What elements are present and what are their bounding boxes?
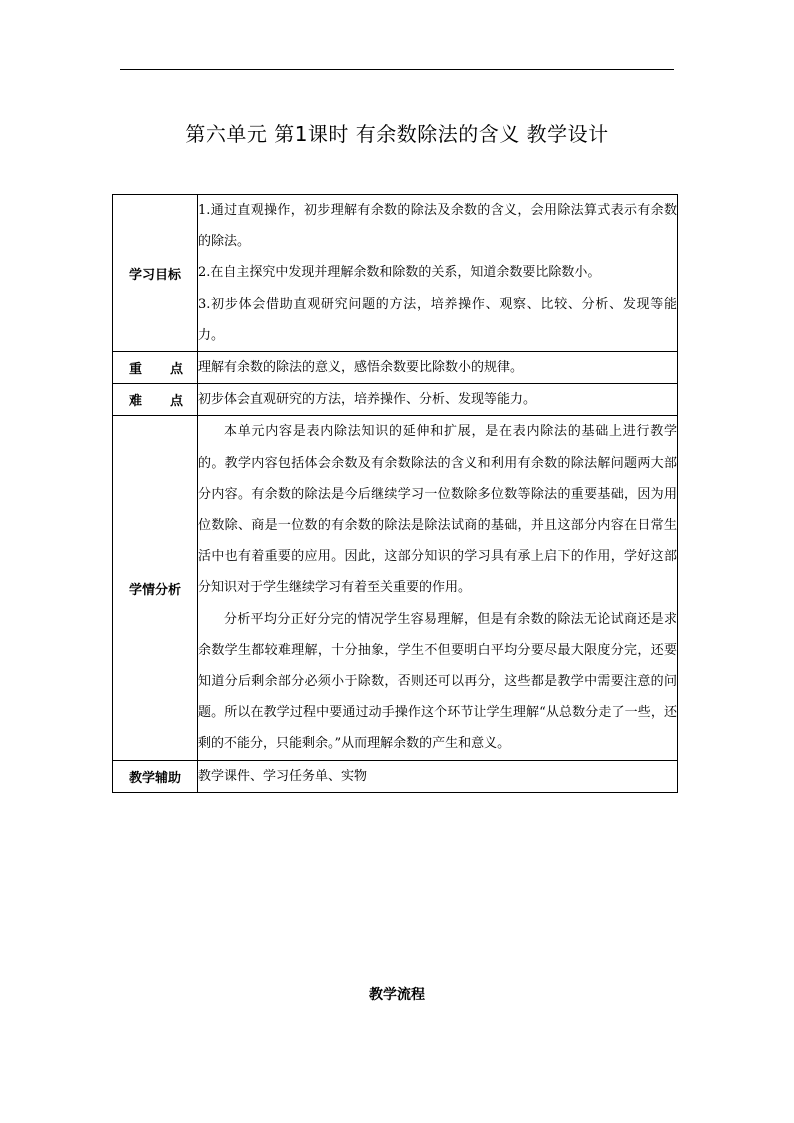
label-objectives: 学习目标 (113, 195, 198, 352)
header-rule (120, 69, 674, 70)
content-key-point: 理解有余数的除法的意义，感悟余数要比除数小的规律。 (198, 352, 678, 384)
objective-item: 3.初步体会借助直观研究问题的方法，培养操作、观察、比较、分析、发现等能力。 (198, 296, 677, 343)
analysis-paragraph: 分析平均分正好分完的情况学生容易理解，但是有余数的除法无论试商还是求余数学生都较难理解，十分抽象，学生不但要明白平均分要尽最大限度分完，还要知道分后剩余部分必须小于除数，否则还可以再分，这些都是教学中需要注意的问题。所以在教学过程中要通过动手操作这个环节让学生理解“从总数分走了一些，还剩的不能分，只能剩余。”从而理解余数的产生和意义。 (198, 611, 677, 752)
document-title: 第六单元 第1课时 有余数除法的含义 教学设计 (185, 122, 609, 146)
label-analysis: 学情分析 (113, 416, 198, 760)
label-key-point-char: 重 (129, 362, 143, 378)
label-key-point (113, 352, 198, 384)
objective-item: 1.通过直观操作，初步理解有余数的除法及余数的含义，会用除法算式表示有余数的除法。 (198, 203, 677, 250)
content-analysis (198, 416, 678, 760)
label-difficulty-char: 难 (129, 394, 143, 410)
row-key-point (113, 352, 678, 384)
row-objectives (113, 195, 678, 352)
analysis-paragraph: 本单元内容是表内除法知识的延伸和扩展，是在表内除法的基础上进行教学的。教学内容包括体会余数及有余数除法的含义和利用有余数的除法解问题两大部分内容。有余数的除法是今后继续学习一位数除多位数等除法的重要基础，因为用位数除、商是一位数的有余数的除法是除法试商的基础，并且这部分内容在日常生活中也有着重要的应用。因此，这部分知识的学习具有承上启下的作用，学好这部分知识对于学生继续学习有着至关重要的作用。 (198, 424, 677, 596)
section-heading-teaching-flow: 教学流程 (369, 987, 425, 1003)
content-objectives (198, 195, 678, 352)
label-difficulty (113, 384, 198, 416)
row-analysis (113, 416, 678, 760)
content-difficulty: 初步体会直观研究的方法，培养操作、分析、发现等能力。 (198, 384, 678, 416)
row-difficulty (113, 384, 678, 416)
objective-item: 2.在自主探究中发现并理解余数和除数的关系，知道余数要比除数小。 (198, 265, 601, 281)
row-aids (113, 760, 678, 792)
label-aids: 教学辅助 (113, 760, 198, 792)
label-difficulty-char: 点 (169, 394, 183, 410)
label-key-point-char: 点 (169, 362, 183, 378)
content-aids: 教学课件、学习任务单、实物 (198, 760, 678, 792)
lesson-plan-table (112, 194, 678, 793)
